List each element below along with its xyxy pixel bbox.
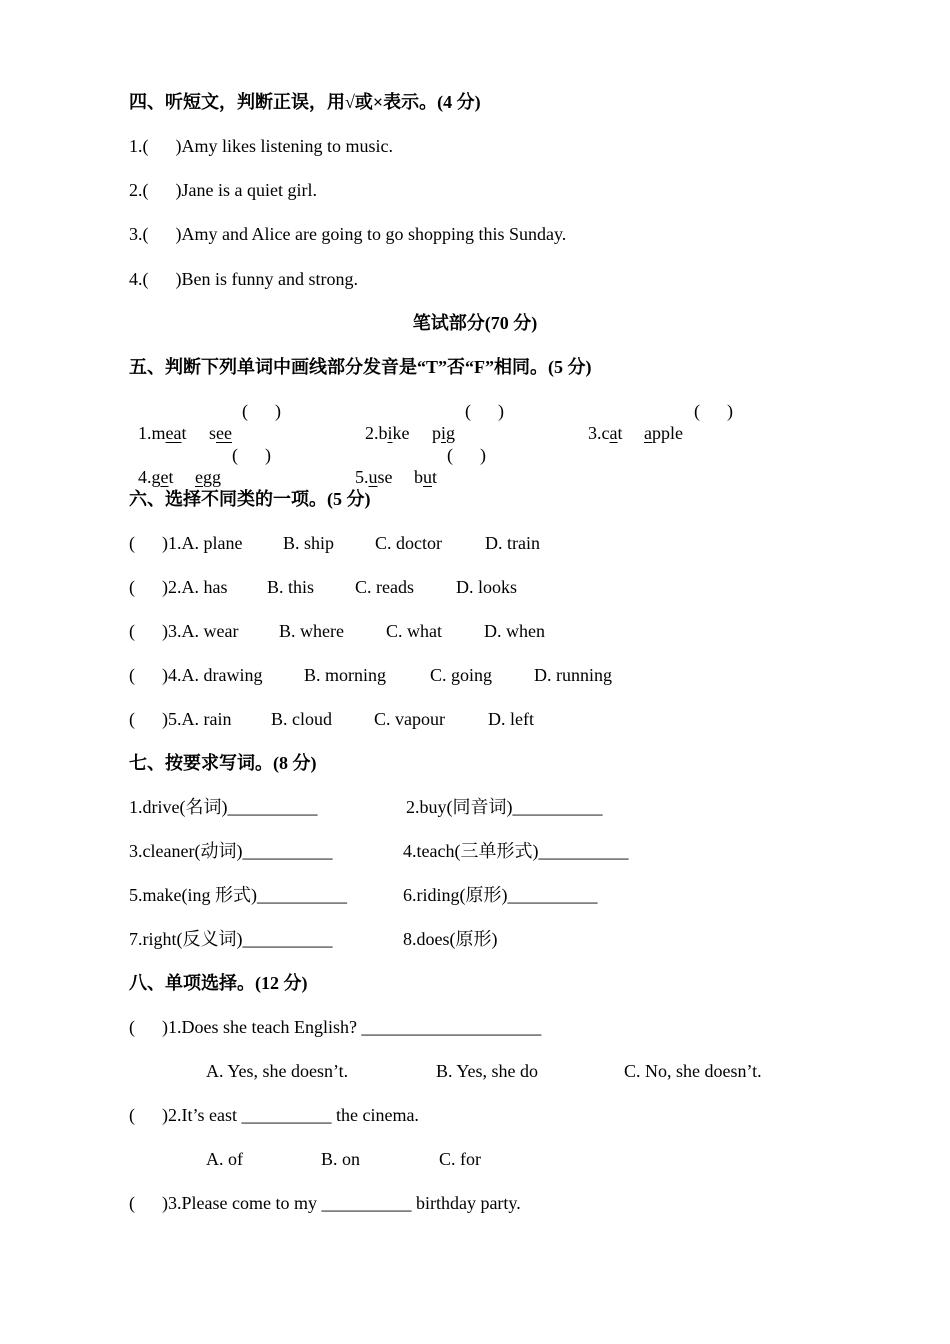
mc-option-b: B. Yes, she do xyxy=(436,1061,539,1081)
phonics-word-2: apple xyxy=(644,423,683,443)
option-c: C. vapour xyxy=(374,709,445,729)
phonics-item: 2.bike xyxy=(365,423,410,443)
mc-question-1: ( )1.Does she teach English? ____________________ xyxy=(129,1017,542,1037)
word-form-item-5: 5.make(ing 形式)__________ xyxy=(129,885,347,905)
mc-option-c: C. No, she doesn’t. xyxy=(624,1061,762,1081)
mc-option-a: A. Yes, she doesn’t. xyxy=(206,1061,349,1081)
section4-item-4: 4.( )Ben is funny and strong. xyxy=(129,269,358,289)
phonics-word-2: see xyxy=(209,423,232,443)
phonics-word-2: egg xyxy=(195,467,221,487)
phonics-word-2: but xyxy=(414,467,438,487)
option-d: D. when xyxy=(484,621,545,641)
phonics-item: 4.get xyxy=(138,467,174,487)
option-c: C. what xyxy=(386,621,442,641)
mc-option-b: B. on xyxy=(321,1149,361,1169)
section6-heading: 六、选择不同类的一项。(5 分) xyxy=(129,489,371,509)
answer-bracket: ( ) xyxy=(232,445,271,465)
option-b: B. this xyxy=(267,577,315,597)
mc-question-3: ( )3.Please come to my __________ birthday party. xyxy=(129,1193,521,1213)
section4-item-3: 3.( )Amy and Alice are going to go shopping this Sunday. xyxy=(129,224,567,244)
section4-item-2: 2.( )Jane is a quiet girl. xyxy=(129,180,317,200)
answer-bracket: ( ) xyxy=(694,401,733,421)
option-b: B. morning xyxy=(304,665,387,685)
phonics-word-2: pig xyxy=(432,423,456,443)
choice-question: ( )1.A. plane xyxy=(129,533,243,553)
section4-item-1: 1.( )Amy likes listening to music. xyxy=(129,136,393,156)
option-c: C. going xyxy=(430,665,493,685)
word-form-item-4: 4.teach(三单形式)__________ xyxy=(403,841,629,861)
option-b: B. cloud xyxy=(271,709,332,729)
option-b: B. ship xyxy=(283,533,335,553)
phonics-item: 1.meat xyxy=(138,423,187,443)
answer-bracket: ( ) xyxy=(242,401,281,421)
word-form-item-8: 8.does(原形) xyxy=(403,929,498,949)
section5-heading: 五、判断下列单词中画线部分发音是“T”否“F”相同。(5 分) xyxy=(129,357,592,377)
word-form-item-2: 2.buy(同音词)__________ xyxy=(406,797,603,817)
mc-option-a: A. of xyxy=(206,1149,243,1169)
option-c: C. doctor xyxy=(375,533,442,553)
choice-question: ( )2.A. has xyxy=(129,577,228,597)
mc-question-2: ( )2.It’s east __________ the cinema. xyxy=(129,1105,419,1125)
section4-heading: 四、听短文，判断正误，用√或×表示。(4 分) xyxy=(129,92,481,112)
option-d: D. train xyxy=(485,533,540,553)
mc-option-c: C. for xyxy=(439,1149,481,1169)
option-b: B. where xyxy=(279,621,344,641)
option-d: D. left xyxy=(488,709,534,729)
answer-bracket: ( ) xyxy=(465,401,504,421)
word-form-item-1: 1.drive(名词)__________ xyxy=(129,797,318,817)
word-form-item-3: 3.cleaner(动词)__________ xyxy=(129,841,333,861)
option-d: D. running xyxy=(534,665,612,685)
choice-question: ( )4.A. drawing xyxy=(129,665,263,685)
phonics-item: 3.cat xyxy=(588,423,623,443)
phonics-item: 5.use xyxy=(355,467,393,487)
section8-heading: 八、单项选择。(12 分) xyxy=(129,973,308,993)
choice-question: ( )5.A. rain xyxy=(129,709,232,729)
word-form-item-6: 6.riding(原形)__________ xyxy=(403,885,598,905)
option-c: C. reads xyxy=(355,577,414,597)
answer-bracket: ( ) xyxy=(447,445,486,465)
choice-question: ( )3.A. wear xyxy=(129,621,239,641)
option-d: D. looks xyxy=(456,577,518,597)
written-part-title: 笔试部分(70 分) xyxy=(412,313,538,333)
word-form-item-7: 7.right(反义词)__________ xyxy=(129,929,333,949)
section7-heading: 七、按要求写词。(8 分) xyxy=(129,753,317,773)
